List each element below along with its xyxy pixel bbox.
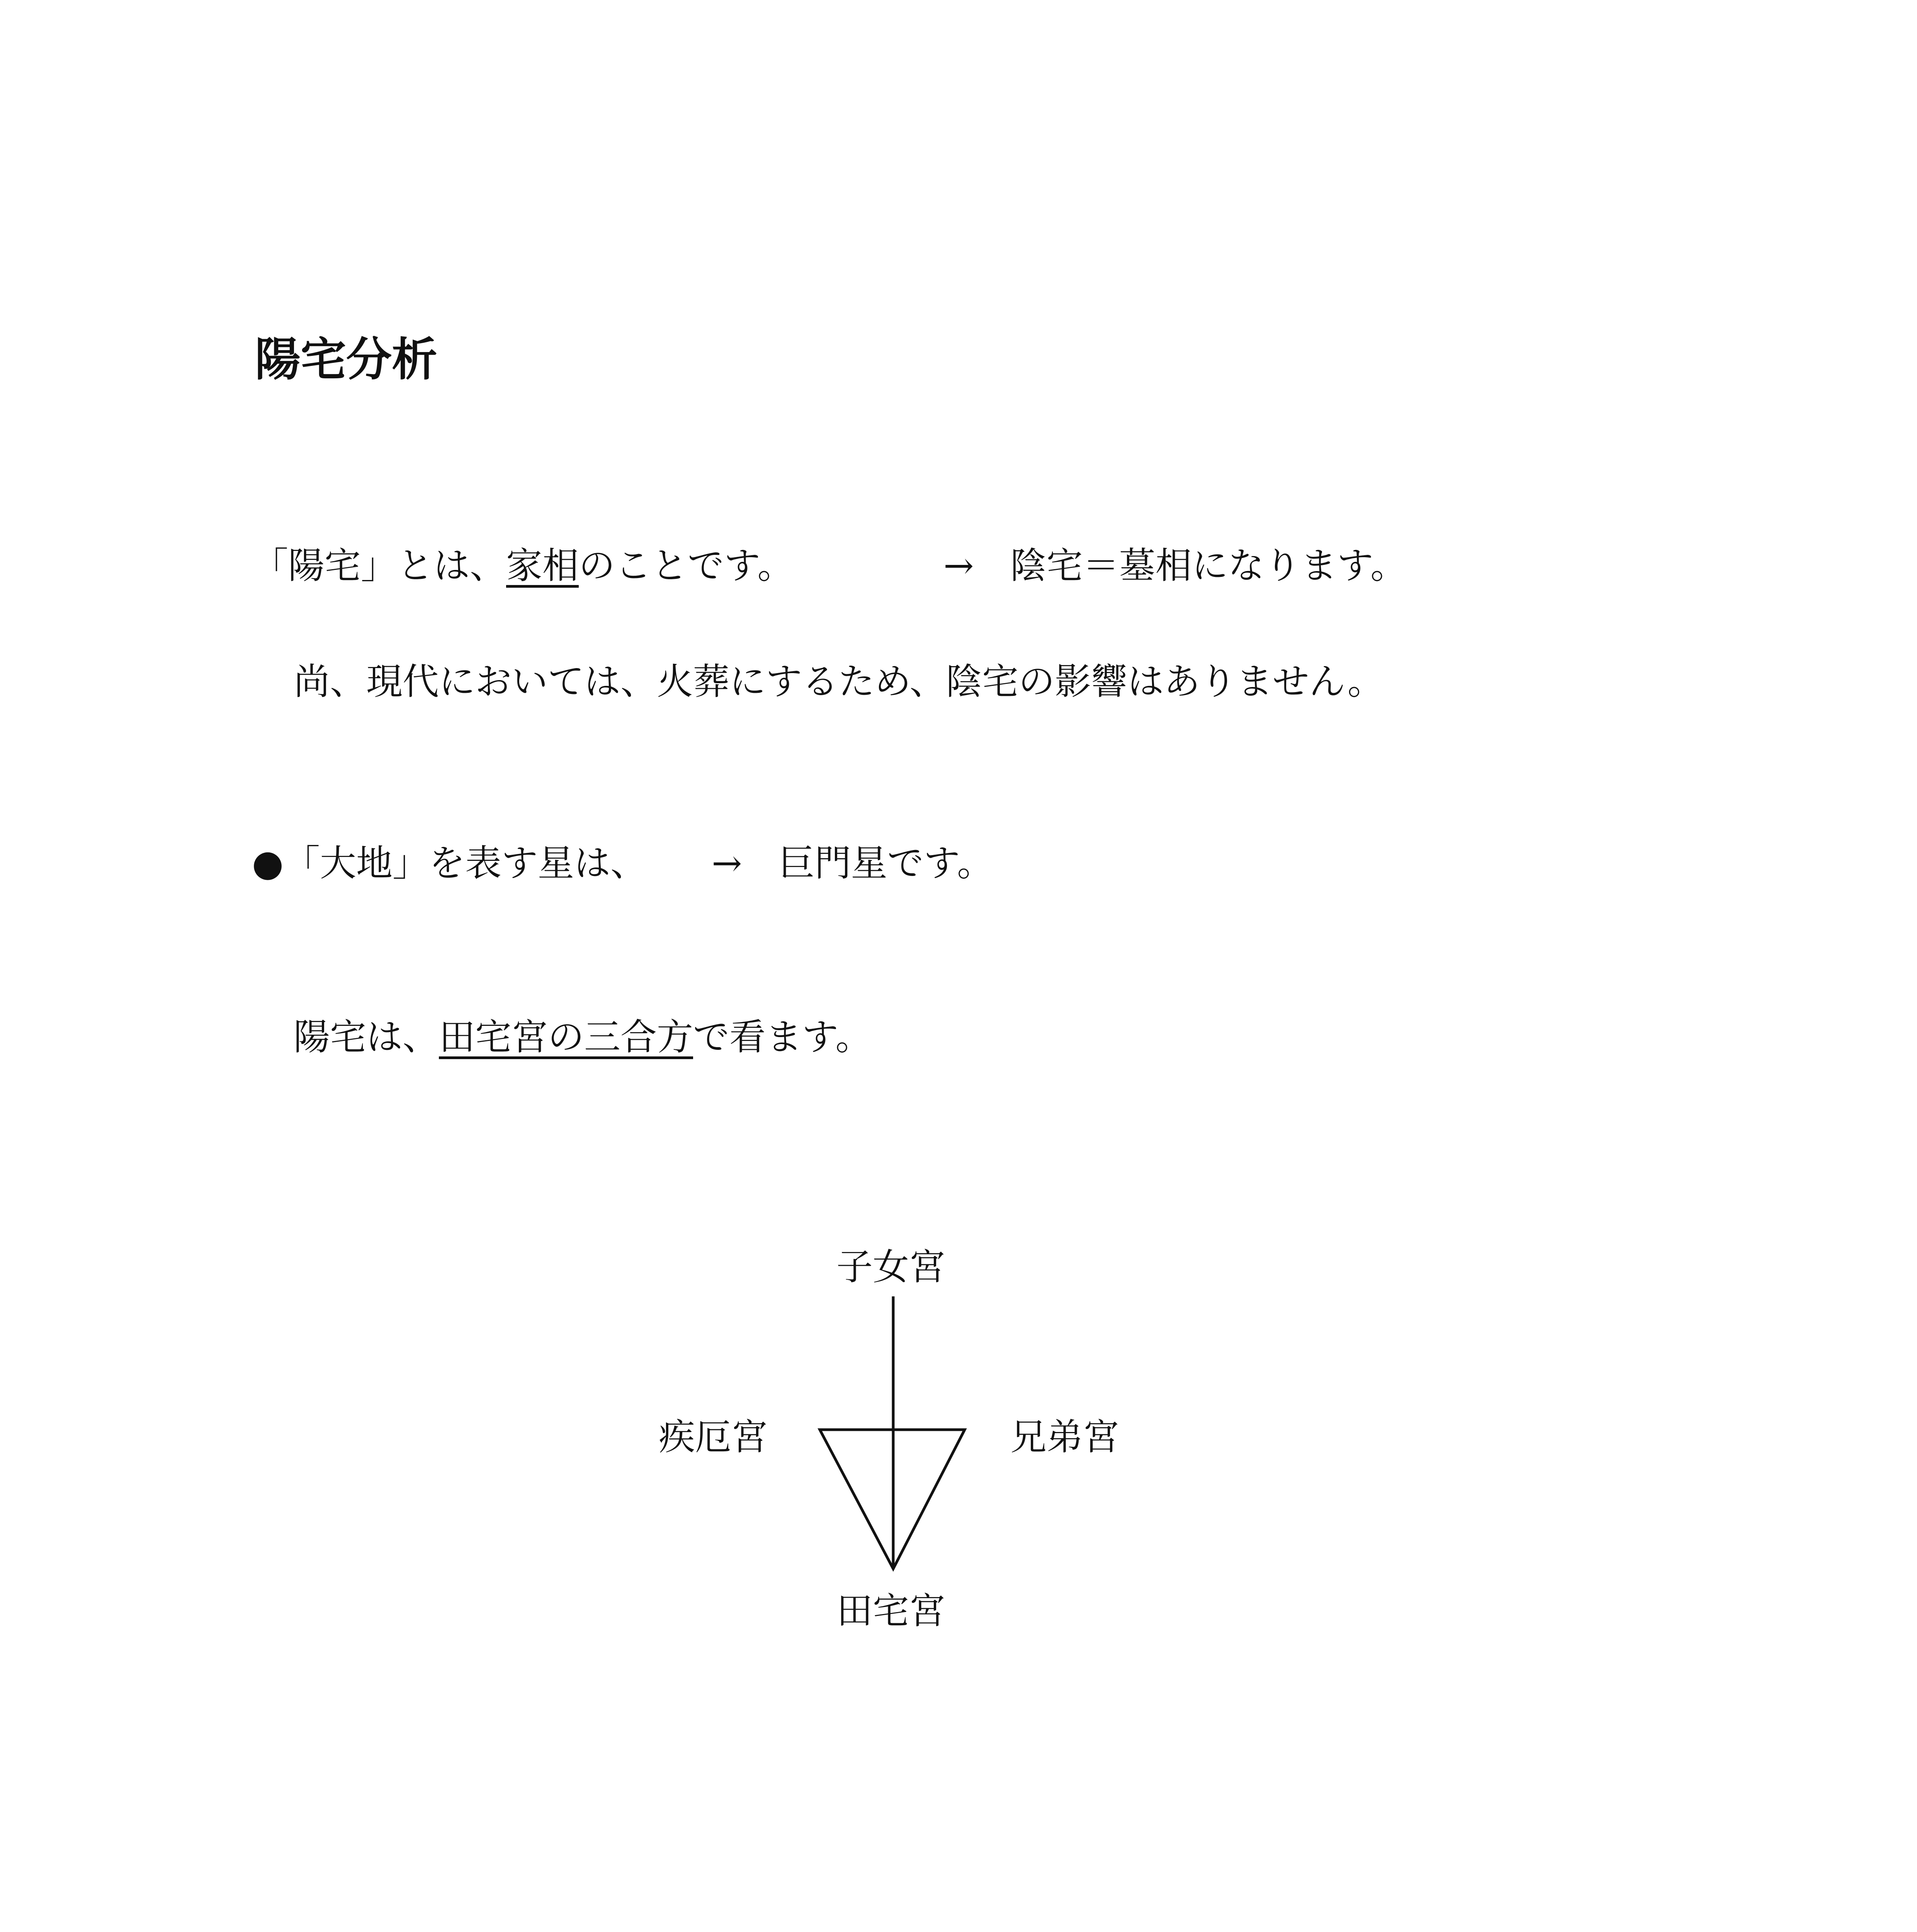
diagram-label-right: 兄弟宮: [1010, 1416, 1120, 1458]
method-underlined-term: 田宅宮の三合方: [439, 1016, 693, 1058]
page-title: 陽宅分析: [255, 333, 438, 386]
definition-suffix: のことです。: [579, 545, 794, 587]
method-suffix: で看ます。: [693, 1016, 872, 1058]
definition-underlined-term: 家相: [506, 545, 579, 587]
method-line: [294, 1012, 872, 1063]
bullet-text: ●「大地」を表す星は、: [252, 842, 647, 884]
bullet-arrow-answer: → 巨門星です。: [712, 842, 994, 884]
diagram-label-top: 子女宮: [836, 1246, 946, 1288]
definition-prefix: 「陽宅」とは、: [252, 545, 506, 587]
diagram-label-bottom: 田宅宮: [836, 1590, 946, 1632]
definition-line: [252, 541, 1407, 591]
inverted-triangle: [820, 1430, 965, 1569]
definition-arrow-note: → 陰宅＝墓相になります。: [943, 545, 1407, 587]
method-prefix: 陽宅は、: [294, 1016, 439, 1058]
note-line: 尚、現代においては、火葬にするため、陰宅の影響はありません。: [294, 661, 1384, 703]
diagram-label-left: 疾厄宮: [659, 1416, 768, 1458]
bullet-line: [252, 838, 994, 889]
